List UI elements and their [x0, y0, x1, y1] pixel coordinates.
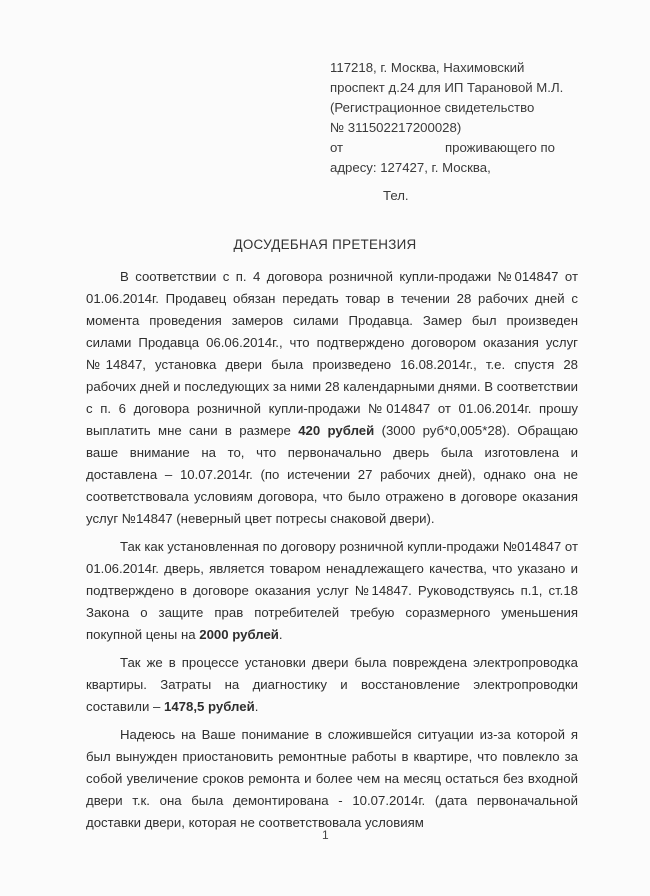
paragraph-2-text: Так как установленная по договору розничной купли-продажи №014847 от 01.06.2014г. дверь, является товаром ненадлежащего качества, что указано и подтверждено в договоре оказания услуг №14847. Руководствуясь п.1, ст.18 Закона о защите прав потребителей требую соразмерного уменьшения покупной цены на [86, 539, 578, 642]
paragraph-3-end: . [254, 699, 259, 714]
sender-from-label: от [330, 140, 344, 155]
paragraph-2-end: . [278, 627, 283, 642]
addressee-line-1: 117218, г. Москва, Нахимовский [330, 60, 525, 75]
paragraph-3 [86, 652, 578, 718]
sender-address: адресу: 127427, г. Москва, [330, 160, 491, 175]
paragraph-4 [86, 724, 578, 834]
addressee-line-4: № 311502217200028) [330, 120, 462, 135]
penalty-amount: 420 рублей [298, 423, 375, 438]
document-title: ДОСУДЕБНАЯ ПРЕТЕНЗИЯ [233, 237, 417, 252]
paragraph-4-text: Надеюсь на Ваше понимание в сложившейся ситуации из-за которой я был вынужден приостановить ремонтные работы в квартире, что повлекло за собой увеличение сроков ремонта и более чем на месяц остаться без входной двери т.к. она была демонтирована - 10.07.2014г. (дата первоначальной доставки двери, которая не соответствовала условиям [86, 727, 578, 830]
paragraph-2 [86, 536, 578, 646]
repair-cost-amount: 1478,5 рублей [164, 699, 255, 714]
addressee-line-3: (Регистрационное свидетельство [330, 100, 535, 115]
addressee-block [330, 58, 590, 178]
sender-phone-label: Тел. [383, 188, 409, 203]
sender-residing-label: проживающего по [445, 140, 555, 155]
paragraph-1-rest: (3000 руб*0,005*28). Обращаю ваше внимание на то, что первоначально дверь была изготовлена и доставлена – 10.07.2014г. (по истечении 27 рабочих дней), однако она не соответствовала условиям договора, что было отражено в договоре оказания услуг №14847 (неверный цвет потресы снаковой двери). [86, 423, 578, 526]
page-number: 1 [322, 828, 329, 842]
paragraph-1-text: В соответствии с п. 4 договора розничной купли-продажи №014847 от 01.06.2014г. Продавец обязан передать товар в течении 28 рабочих дней с момента проведения замеров силами Продавца. Замер был произведен силами Продавца 06.06.2014г., что подтверждено договором оказания услуг №14847, установка двери была произведено 16.08.2014г., т.е. спустя 28 рабочих дней и последующих за ними 28 календарными днями. В соответствии с п. 6 договора розничной купли-продажи №014847 от 01.06.2014г. прошу выплатить мне сани в размере [86, 269, 578, 438]
sender-line [330, 138, 590, 158]
document-body [86, 266, 578, 840]
addressee-line-2: проспект д.24 для ИП Тарановой М.Л. [330, 80, 564, 95]
paragraph-3-text: Так же в процессе установки двери была повреждена электропроводка квартиры. Затраты на диагностику и восстановление электропроводки составили – [86, 655, 578, 714]
paragraph-1 [86, 266, 578, 530]
price-reduction-amount: 2000 рублей [199, 627, 279, 642]
